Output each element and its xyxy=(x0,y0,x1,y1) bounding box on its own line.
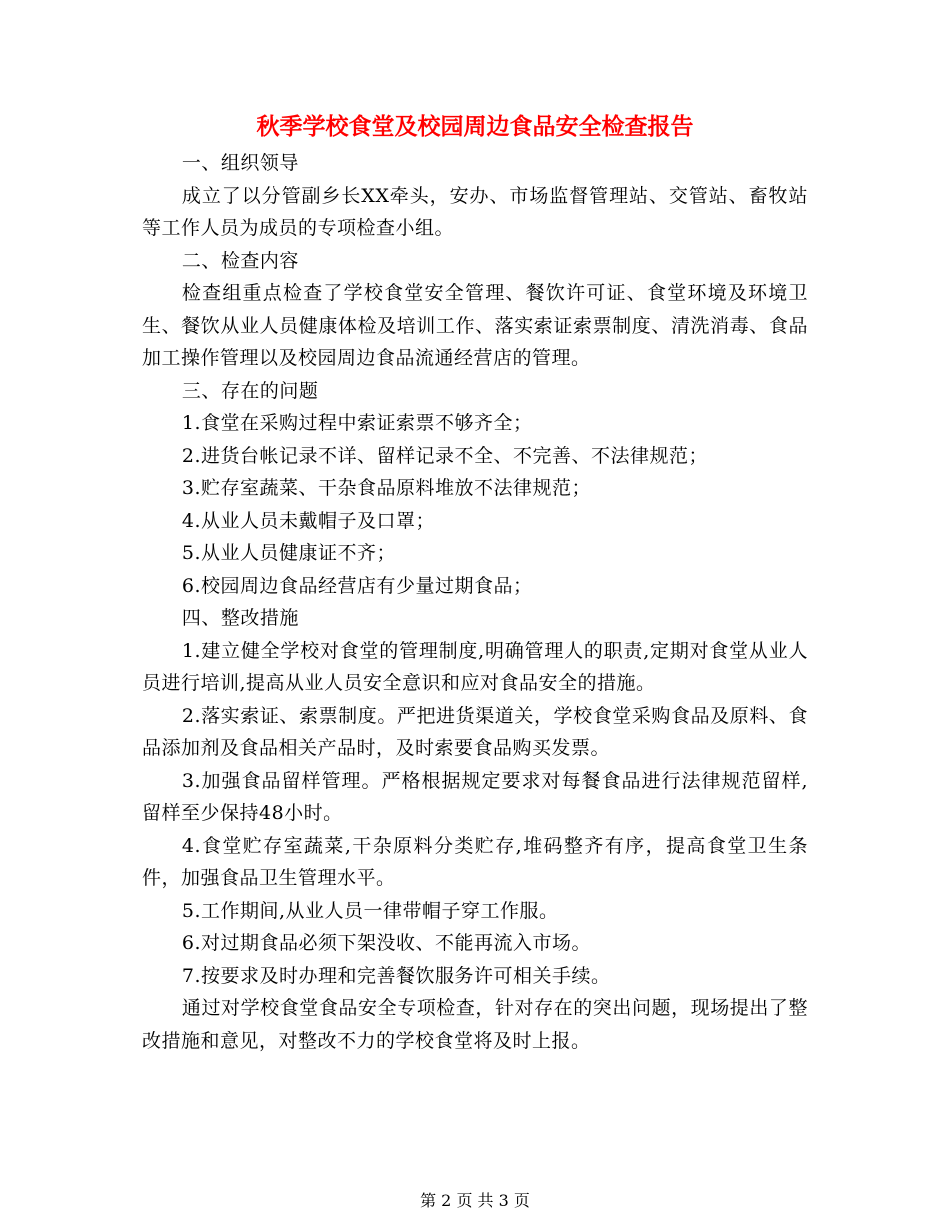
list-item: 7.按要求及时办理和完善餐饮服务许可相关手续。 xyxy=(181,964,611,987)
section-heading: 二、检查内容 xyxy=(181,249,299,272)
page-footer: 第 2 页 共 3 页 xyxy=(420,1191,530,1210)
section-heading: 一、组织领导 xyxy=(181,152,299,174)
body-paragraph: 检查组重点检查了学校食堂安全管理、餐饮许可证、食堂环境及环境卫生、餐饮从业人员健康体检及培训工作、落实索证索票制度、清洗消毒、食品加工操作管理以及校园周边食品流通经营店的管理。 xyxy=(142,282,808,369)
document-body xyxy=(142,147,808,1057)
list-item: 4.从业人员未戴帽子及口罩； xyxy=(181,509,436,532)
body-paragraph: 成立了以分管副乡长XX牵头，安办、市场监督管理站、交管站、畜牧站等工作人员为成员的专项检查小组。 xyxy=(142,184,808,239)
list-item: 3.贮存室蔬菜、干杂食品原料堆放不法律规范； xyxy=(181,477,592,499)
list-item: 3.加强食品留样管理。严格根据规定要求对每餐食品进行法律规范留样,留样至少保持48小时。 xyxy=(142,769,808,824)
list-item: 2.落实索证、索票制度。严把进货渠道关，学校食堂采购食品及原料、食品添加剂及食品相关产品时，及时索要食品购买发票。 xyxy=(142,704,808,759)
list-item: 5.工作期间,从业人员一律带帽子穿工作服。 xyxy=(181,899,559,922)
section-heading: 四、整改措施 xyxy=(181,607,299,629)
document-title: 秋季学校食堂及校园周边食品安全检查报告 xyxy=(256,113,694,140)
list-item: 5.从业人员健康证不齐； xyxy=(181,542,397,564)
section-heading: 三、存在的问题 xyxy=(181,379,319,402)
list-item: 6.校园周边食品经营店有少量过期食品； xyxy=(181,574,533,597)
list-item: 2.进货台帐记录不详、留样记录不全、不完善、不法律规范； xyxy=(181,444,709,467)
body-paragraph: 通过对学校食堂食品安全专项检查，针对存在的突出问题，现场提出了整改措施和意见，对整改不力的学校食堂将及时上报。 xyxy=(142,997,808,1052)
list-item: 6.对过期食品必须下架没收、不能再流入市场。 xyxy=(181,932,592,954)
list-item: 1.建立健全学校对食堂的管理制度,明确管理人的职责,定期对食堂从业人员进行培训,提高从业人员安全意识和应对食品安全的措施。 xyxy=(142,639,808,694)
list-item: 4.食堂贮存室蔬菜,干杂原料分类贮存,堆码整齐有序，提高食堂卫生条件，加强食品卫生管理水平。 xyxy=(142,834,808,889)
list-item: 1.食堂在采购过程中索证索票不够齐全； xyxy=(181,412,533,434)
